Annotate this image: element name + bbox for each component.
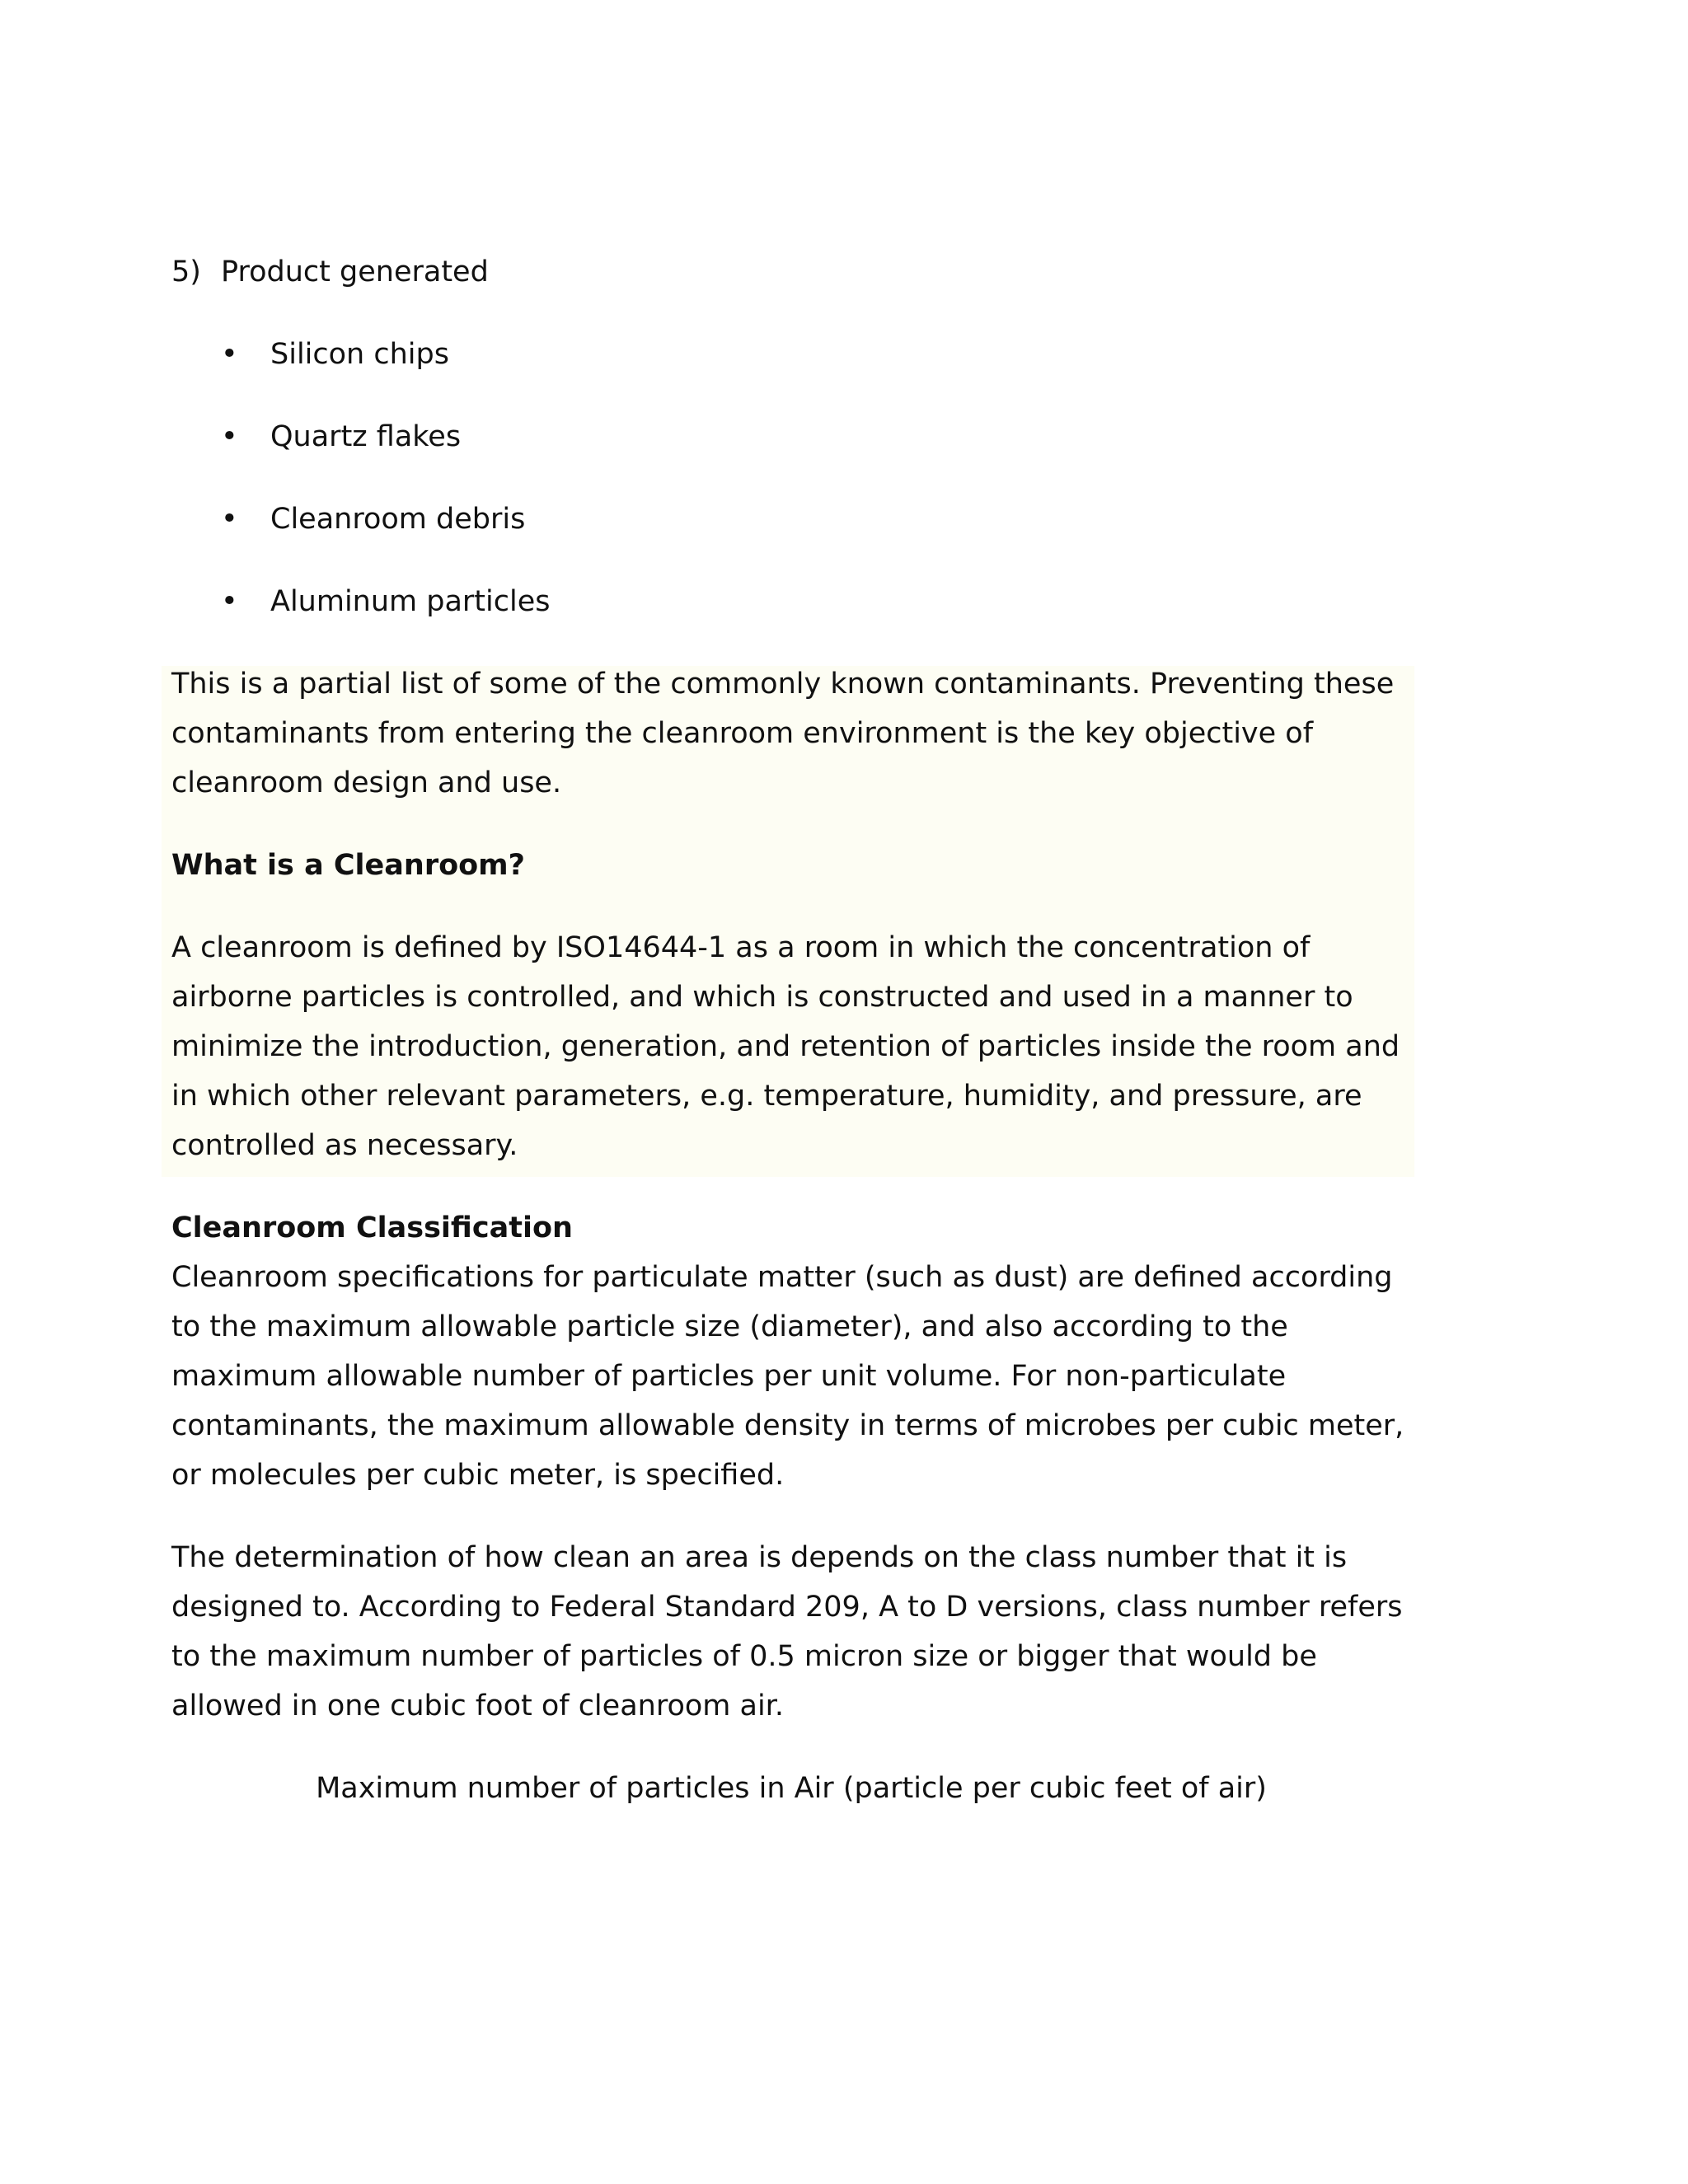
contaminants-paragraph: This is a partial list of some of the commonly known contaminants. Preventing these contaminants from entering the cleanroom environment is the key objective of cleanroom design and use.	[171, 668, 1395, 799]
bullet-icon: •	[221, 338, 238, 371]
list-item-label: Aluminum particles	[270, 585, 551, 618]
bullet-icon: •	[221, 585, 238, 618]
list-item	[221, 577, 551, 659]
cleanroom-definition-paragraph: A cleanroom is defined by ISO14644-1 as a room in which the concentration of airborne particles is controlled, and which is constructed and used in a manner to minimize the introduction, generation, and retention of particles inside the room and in which other relevant parameters, e.g. temperature, humidity, and pressure, are controlled as necessary.	[171, 931, 1400, 1162]
list-item	[221, 412, 551, 494]
section-number: 5)	[171, 255, 201, 288]
what-is-cleanroom-heading: What is a Cleanroom?	[171, 849, 525, 882]
list-item	[221, 330, 551, 412]
classification-paragraph: Cleanroom specifications for particulate matter (such as dust) are defined according to the maximum allowable particle size (diameter), and also according to the maximum allowable number of particles per unit volume. For non-particulate contaminants, the maximum allowable density in terms of microbes per cubic meter, or molecules per cubic meter, is specified.	[171, 1261, 1404, 1492]
bullet-icon: •	[221, 503, 238, 536]
bullet-icon: •	[221, 420, 238, 453]
table-caption: Maximum number of particles in Air (particle per cubic feet of air)	[316, 1772, 1267, 1805]
section-title: Product generated	[221, 255, 489, 288]
determination-paragraph: The determination of how clean an area is depends on the class number that it is designed to. According to Federal Standard 209, A to D versions, class number refers to the maximum number of particles of 0.5 micron size or bigger that would be allowed in one cubic foot of cleanroom air.	[171, 1541, 1403, 1722]
product-list	[221, 330, 551, 659]
list-item-label: Quartz flakes	[270, 420, 462, 453]
list-item-label: Silicon chips	[270, 338, 449, 371]
section-heading	[171, 247, 489, 297]
classification-heading: Cleanroom Classification	[171, 1212, 573, 1244]
list-item-label: Cleanroom debris	[270, 503, 526, 536]
list-item	[221, 494, 551, 577]
